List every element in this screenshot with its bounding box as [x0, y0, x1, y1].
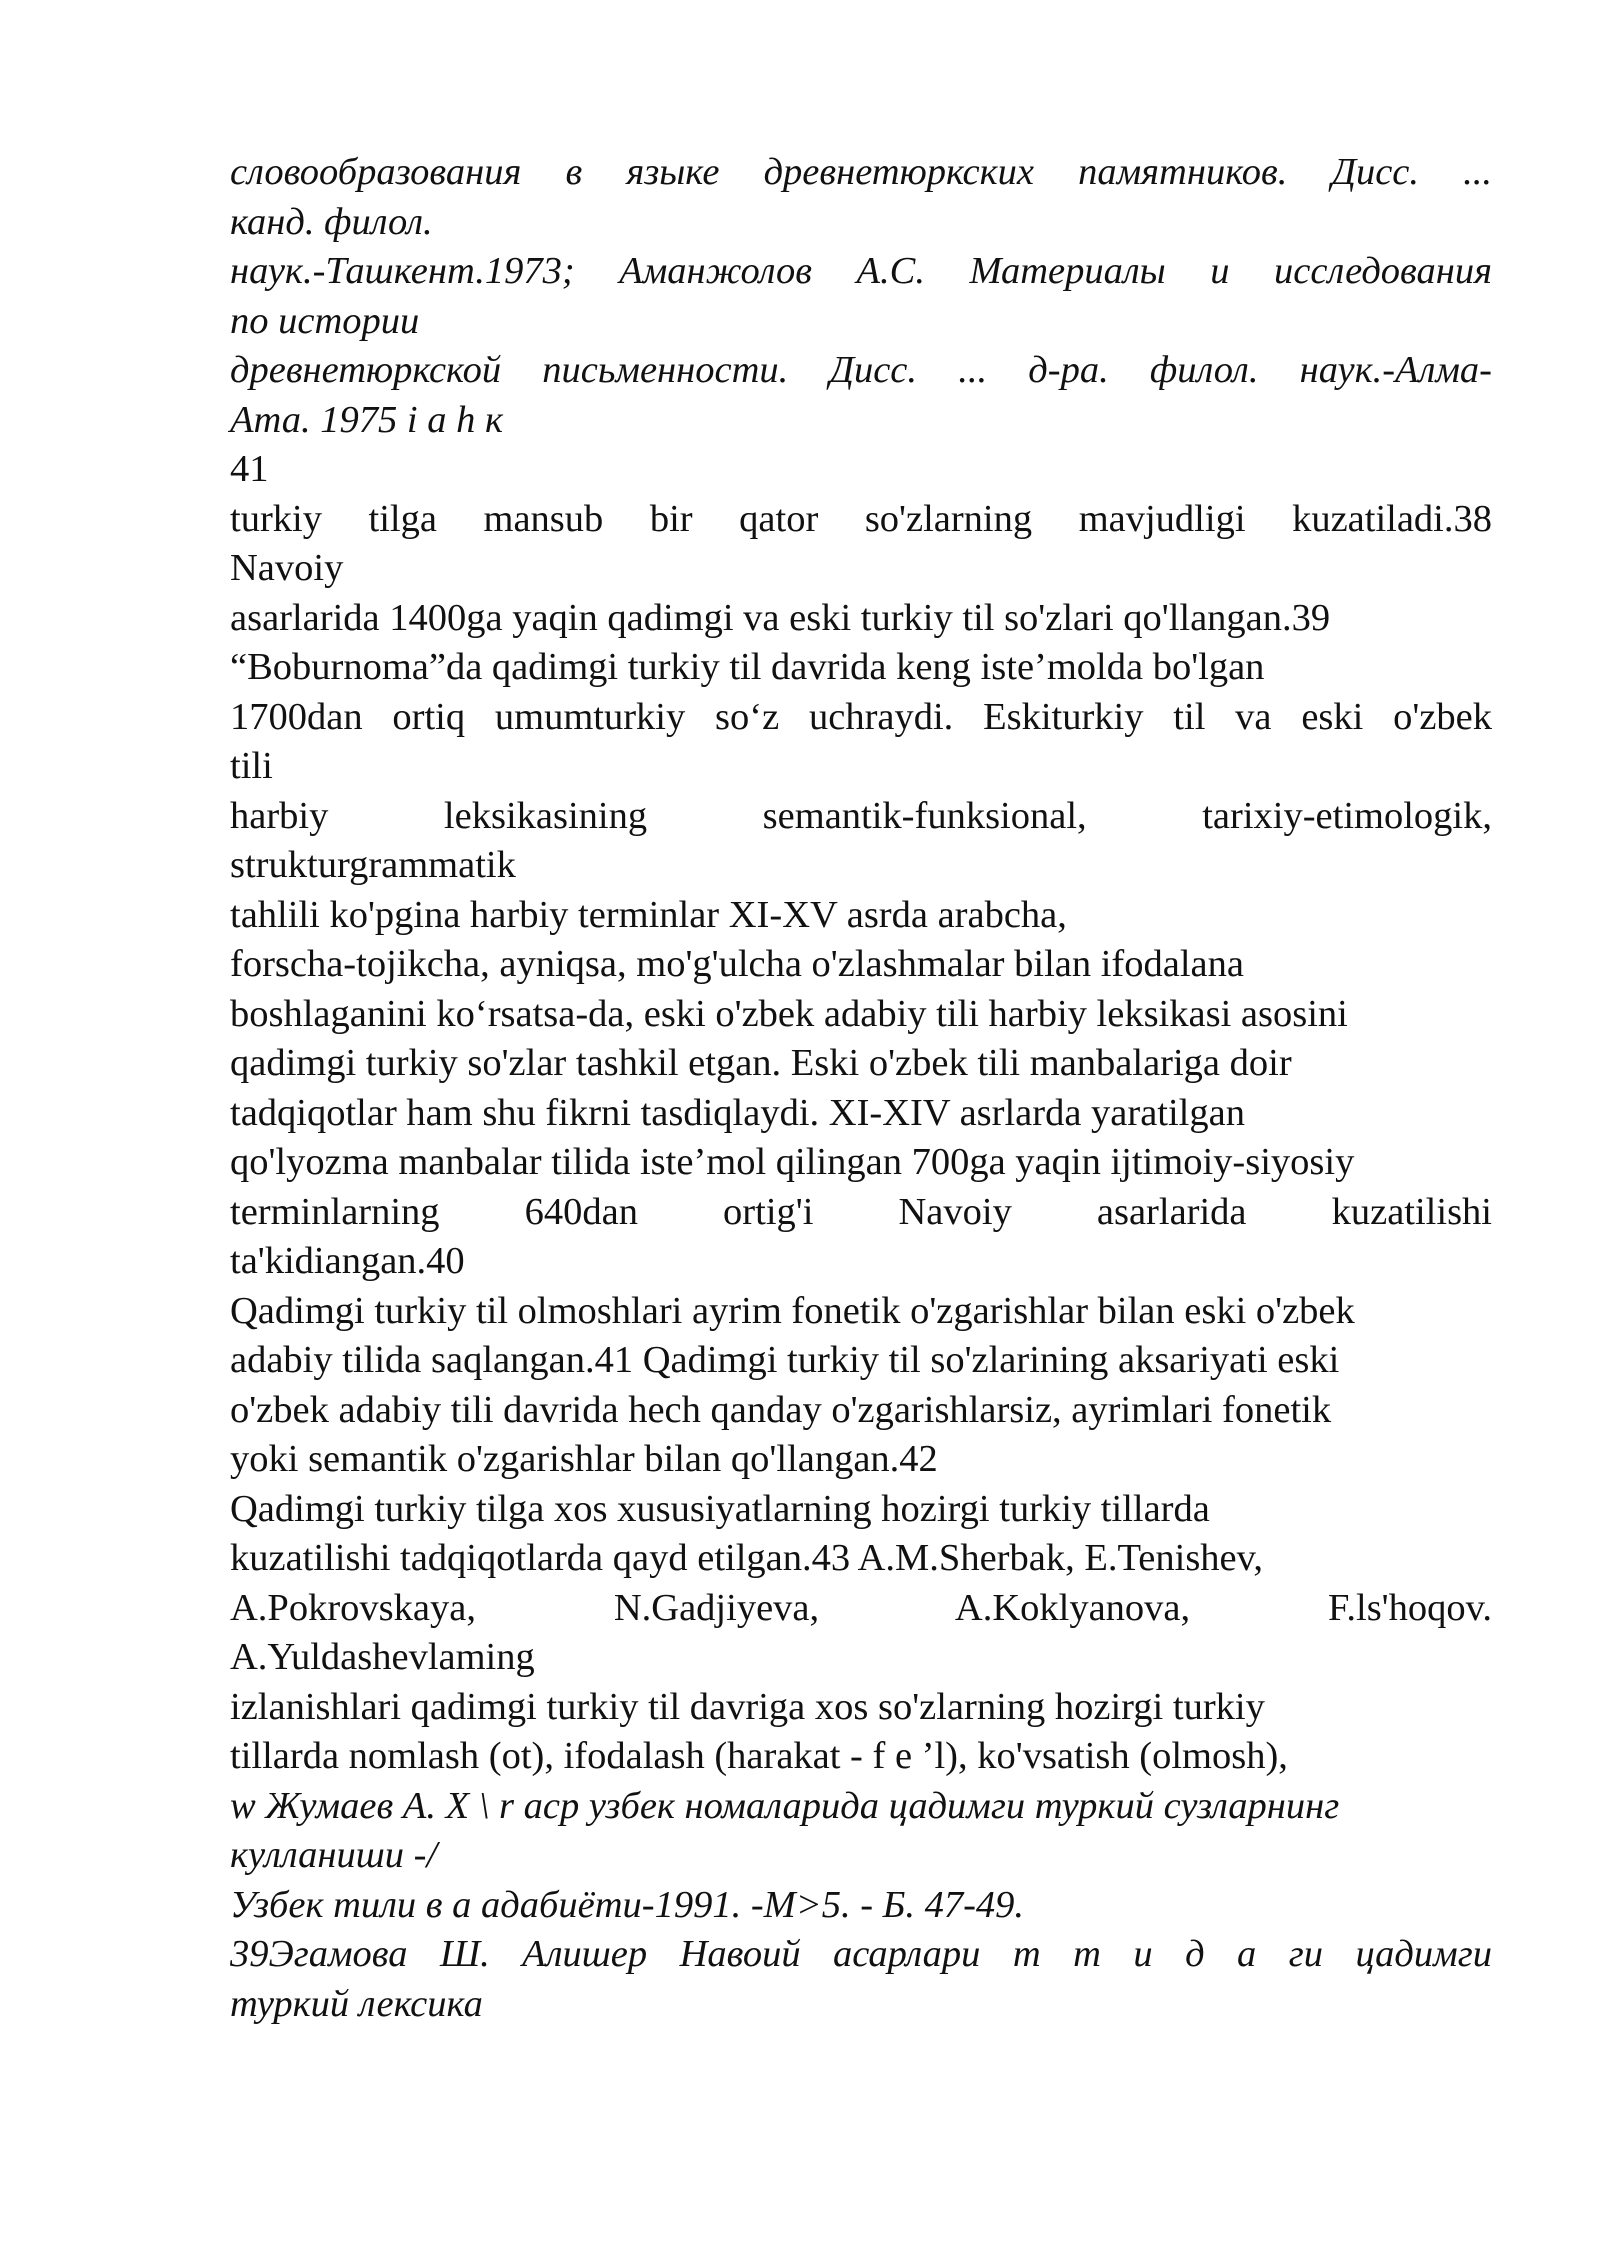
text-line: tili [230, 745, 273, 787]
text-line: asarlarida 1400ga yaqin qadimgi va eski turkiy til so'zlari qo'llangan.39 [230, 596, 1331, 639]
text-line: yoki semantik o'zgarishlar bilan qo'llangan.42 [230, 1438, 938, 1480]
text-line: 41 [230, 448, 269, 490]
text-line: древнетюркской письменности. Дисс. ... д-ра. филол. наук.-Алма- [230, 349, 1492, 391]
text-line: кулланиши -/ [230, 1834, 438, 1876]
text-line: Navoiy [230, 547, 344, 589]
text-line: tahlili ko'pgina harbiy terminlar XI-XV asrda arabcha, [230, 893, 1067, 936]
text-line: terminlarning 640dan ortig'i Navoiy asarlarida kuzatilishi [230, 1190, 1492, 1233]
text-line: qo'lyozma manbalar tilida iste’mol qilingan 700ga yaqin ijtimoiy-siyosiy [230, 1141, 1355, 1183]
text-line: strukturgrammatik [230, 844, 516, 886]
text-line: 39Эгамова Ш. Алишер Навоий асарлари т т и д а ги цадимги [230, 1933, 1492, 1975]
text-line: туркий лексика [230, 1982, 483, 2025]
text-line: turkiy tilga mansub bir qator so'zlarning mavjudligi kuzatiladi.38 [230, 497, 1492, 540]
text-line: 1700dan ortiq umumturkiy so‘z uchraydi. Eskiturkiy til va eski o'zbek [230, 695, 1492, 738]
text-line: o'zbek adabiy tili davrida hech qanday o'zgarishlarsiz, ayrimlari fonetik [230, 1388, 1332, 1431]
text-line: boshlaganini ko‘rsatsa-da, eski o'zbek adabiy tili harbiy leksikasi asosini [230, 992, 1348, 1035]
text-line: по истории [230, 299, 420, 342]
text-line: Qadimgi turkiy til olmoshlari ayrim fonetik o'zgarishlar bilan eski o'zbek [230, 1289, 1355, 1332]
text-line: канд. филол. [230, 200, 433, 243]
text-line: “Boburnoma”da qadimgi turkiy til davrida keng iste’molda bo'lgan [230, 646, 1265, 688]
text-line: qadimgi turkiy so'zlar tashkil etgan. Eski o'zbek tili manbalariga doir [230, 1042, 1292, 1084]
text-line: adabiy tilida saqlangan.41 Qadimgi turkiy til so'zlarining aksariyati eski [230, 1339, 1340, 1381]
document-text [230, 148, 1492, 2029]
document-page [230, 148, 1492, 2029]
text-line: harbiy leksikasining semantik-funksional, tarixiy-etimologik, [230, 794, 1492, 837]
text-line: A.Pokrovskaya, N.Gadjiyeva, A.Koklyanova, F.ls'hoqov. [230, 1586, 1492, 1629]
text-line: наук.-Ташкент.1973; Аманжолов А.С. Материалы и исследования [230, 250, 1492, 292]
text-line: kuzatilishi tadqiqotlarda qayd etilgan.43 A.M.Sherbak, E.Tenishev, [230, 1537, 1264, 1579]
text-line: w Жумаев А. X \ r аср узбек номаларида цадимги туркий сузларнинг [230, 1784, 1340, 1827]
text-line: izlanishlari qadimgi turkiy til davriga xos so'zlarning hozirgi turkiy [230, 1685, 1265, 1728]
text-line: A.Yuldashevlaming [230, 1636, 535, 1678]
text-line: tillarda nomlash (ot), ifodalash (harakat - f e ’l), ko'vsatish (olmosh), [230, 1735, 1288, 1777]
text-line: ta'kidiangan.40 [230, 1240, 465, 1282]
text-line: forscha-tojikcha, ayniqsa, mo'g'ulcha o'zlashmalar bilan ifodalana [230, 943, 1244, 985]
text-line: tadqiqotlar ham shu fikrni tasdiqlaydi. XI-XIV asrlarda yaratilgan [230, 1091, 1245, 1134]
text-line: словообразования в языке древнетюркских памятников. Дисс. ... [230, 151, 1492, 193]
text-line: Qadimgi turkiy tilga xos xususiyatlarning hozirgi turkiy tillarda [230, 1487, 1210, 1530]
text-line: Узбек тили в а адабиёти-1991. -М>5. - Б. 47-49. [230, 1883, 1025, 1926]
text-line: Ата. 1975 і а h к [230, 398, 503, 441]
